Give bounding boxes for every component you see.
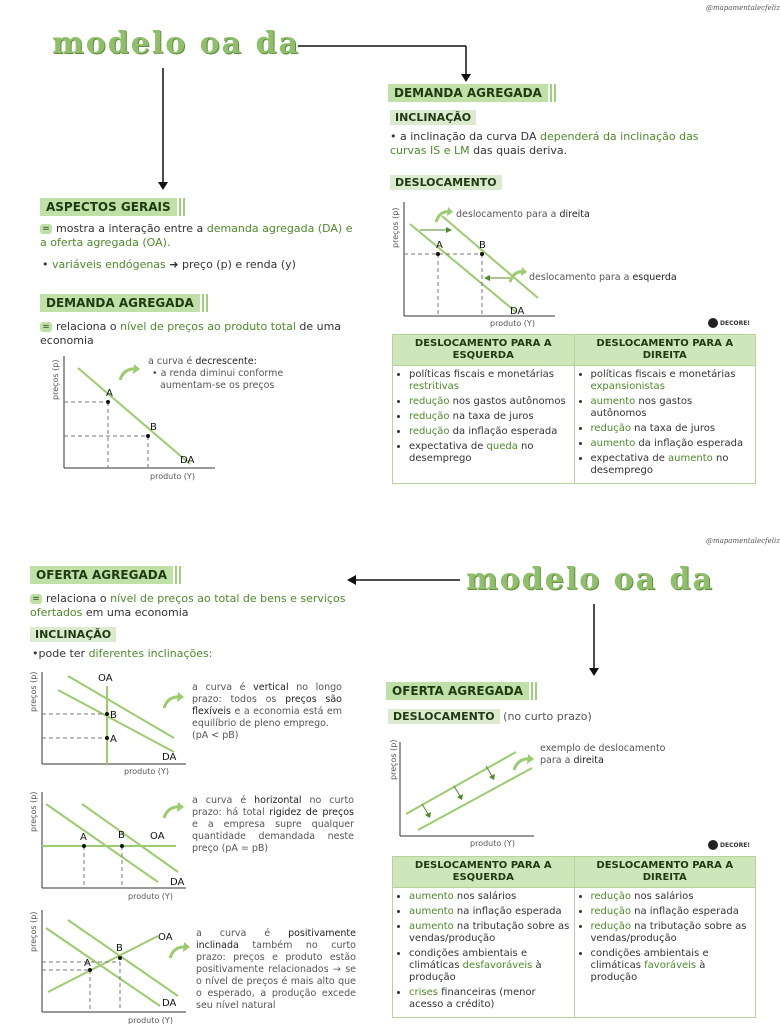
shift-right-note: deslocamento para a direita bbox=[456, 209, 590, 220]
point-b-label: B bbox=[150, 422, 157, 433]
oa-shift-example: exemplo de deslocamento para a direita bbox=[540, 743, 666, 766]
point-a-label: A bbox=[436, 240, 443, 251]
right-list bbox=[579, 891, 752, 984]
y-axis-label: preços (p) bbox=[51, 359, 60, 400]
col-header-right: DESLOCAMENTO PARA A DIREITA bbox=[574, 335, 756, 366]
aspectos-line1: = mostra a interação entre a demanda agregada (DA) e a oferta agregada (OA). bbox=[40, 222, 353, 249]
curved-arrow-icon bbox=[118, 362, 142, 382]
watermark-2: @mapamentalecfeliz bbox=[706, 537, 780, 545]
list-item: • expectativa de queda no desemprego bbox=[409, 441, 570, 465]
section-header-aspectos-gerais: ASPECTOS GERAIS bbox=[40, 198, 177, 216]
list-item: • redução na tributação sobre as vendas/produção bbox=[591, 921, 752, 945]
curve-da-label: DA bbox=[162, 752, 177, 763]
list-item: • aumento na inflação esperada bbox=[409, 906, 570, 918]
curved-arrow-icon bbox=[162, 690, 186, 710]
y-axis-label: preços (p) bbox=[391, 207, 400, 248]
list-item: • redução nos gastos autônomos bbox=[409, 396, 570, 408]
col-header-left: DESLOCAMENTO PARA A ESQUERDA bbox=[393, 335, 575, 366]
right-list bbox=[579, 369, 752, 477]
x-axis-label: produto (Y) bbox=[150, 472, 195, 481]
list-item: • aumento da inflação esperada bbox=[591, 438, 752, 450]
list-item: • aumento nos gastos autônomos bbox=[591, 396, 752, 420]
list-item: • expectativa de aumento no desemprego bbox=[591, 453, 752, 477]
brain-icon bbox=[708, 318, 718, 328]
decore-badge: DECORE! bbox=[708, 318, 750, 328]
flow-arrows bbox=[0, 0, 768, 200]
shift-left-note: deslocamento para a esquerda bbox=[529, 272, 677, 283]
section-header-demanda-agregada: DEMANDA AGREGADA bbox=[388, 84, 548, 102]
x-axis-label: produto (Y) bbox=[124, 767, 169, 776]
list-item: • redução na taxa de juros bbox=[409, 411, 570, 423]
col-header-left: DESLOCAMENTO PARA A ESQUERDA bbox=[393, 857, 575, 888]
point-b-label: B bbox=[116, 943, 123, 954]
list-item: • políticas fiscais e monetárias restritivas bbox=[409, 369, 570, 393]
inclinacao-label: INCLINAÇÃO bbox=[390, 110, 476, 125]
curve-oa-label: OA bbox=[150, 831, 165, 842]
deslocamento-label: DESLOCAMENTO bbox=[390, 175, 502, 190]
x-axis-label: produto (Y) bbox=[490, 319, 535, 328]
point-a-label: A bbox=[106, 388, 113, 399]
deslocamento-heading: DESLOCAMENTO (no curto prazo) bbox=[388, 710, 592, 724]
point-b-label: B bbox=[110, 710, 117, 721]
x-axis-label: produto (Y) bbox=[128, 892, 173, 901]
point-a-label: A bbox=[110, 734, 117, 745]
y-axis-label: preços (p) bbox=[389, 739, 398, 780]
page-title-2: modelo oa da bbox=[466, 562, 714, 597]
oa-positive-chart bbox=[28, 906, 188, 1024]
decore-badge-2: DECORE! bbox=[708, 840, 750, 850]
list-item: • condições ambientais e climáticas favoráveis à produção bbox=[591, 948, 752, 984]
section-header-demanda-agregada-left: DEMANDA AGREGADA bbox=[40, 294, 200, 312]
da-shift-table bbox=[392, 334, 756, 484]
oa-vertical-note: a curva é vertical no longo prazo: todos os preços são flexíveis e a economia está em equilíbrio de pleno emprego. (pA < pB) bbox=[192, 682, 342, 741]
inclinacao-text-2: •pode ter diferentes inclinações: bbox=[32, 647, 213, 660]
oa-shift-table bbox=[392, 856, 756, 1018]
list-item: • redução da inflação esperada bbox=[409, 426, 570, 438]
list-item: • políticas fiscais e monetárias expansionistas bbox=[591, 369, 752, 393]
list-item: • crises financeiras (menor acesso a crédito) bbox=[409, 987, 570, 1011]
curved-arrow-icon bbox=[512, 752, 536, 772]
oa-vertical-chart bbox=[28, 668, 188, 776]
da-curve-note: a curva é decrescente: • a renda diminui conforme aumentam-se os preços bbox=[148, 356, 284, 391]
oa-horizontal-note: a curva é horizontal no curto prazo: há total rigidez de preços e a empresa supre qualquer quantidade demandada neste preço (pA = pB) bbox=[192, 795, 354, 854]
curved-arrow-icon bbox=[434, 206, 454, 224]
curved-arrow-icon bbox=[508, 266, 528, 284]
aspectos-line2: • variáveis endógenas ➜ preço (p) e renda (y) bbox=[42, 258, 296, 271]
list-item: • redução na inflação esperada bbox=[591, 906, 752, 918]
brain-icon bbox=[708, 840, 718, 850]
section-header-oferta-agregada-right: OFERTA AGREGADA bbox=[386, 682, 529, 700]
inclinacao-text: • a inclinação da curva DA dependerá da inclinação das curvas IS e LM das quais deriva. bbox=[390, 130, 699, 157]
list-item: • aumento na tributação sobre as vendas/produção bbox=[409, 921, 570, 945]
x-axis-label: produto (Y) bbox=[128, 1016, 173, 1024]
oa-definition: = relaciona o nível de preços ao total de bens e serviços ofertados em uma economia bbox=[30, 592, 346, 619]
point-a-label: A bbox=[84, 958, 91, 969]
point-b-label: B bbox=[118, 830, 125, 841]
point-a-label: A bbox=[80, 832, 87, 843]
list-item: • redução na taxa de juros bbox=[591, 423, 752, 435]
y-axis-label: preços (p) bbox=[29, 911, 38, 952]
col-header-right: DESLOCAMENTO PARA A DIREITA bbox=[574, 857, 756, 888]
list-item: • redução nos salários bbox=[591, 891, 752, 903]
curved-arrow-icon bbox=[168, 940, 192, 960]
point-b-label: B bbox=[479, 240, 486, 251]
curve-oa-label: OA bbox=[158, 932, 173, 943]
list-item: • aumento nos salários bbox=[409, 891, 570, 903]
curve-oa-label: OA bbox=[98, 673, 113, 684]
page-title: modelo oa da bbox=[52, 26, 300, 61]
curve-da-label: DA bbox=[170, 877, 185, 888]
y-axis-label: preços (p) bbox=[29, 671, 38, 712]
arrow-right-icon: ➜ bbox=[169, 258, 179, 271]
section-header-oferta-agregada: OFERTA AGREGADA bbox=[30, 566, 173, 584]
curve-da-label: DA bbox=[510, 306, 525, 317]
da-definition: = relaciona o nível de preços ao produto total de uma economia bbox=[40, 320, 342, 347]
left-list bbox=[397, 369, 570, 465]
x-axis-label: produto (Y) bbox=[470, 839, 515, 848]
left-list bbox=[397, 891, 570, 1011]
curved-arrow-icon bbox=[162, 800, 186, 820]
curve-da-label: DA bbox=[180, 455, 195, 466]
oa-positive-note: a curva é positivamente inclinada também no curto prazo: preços e produto estão positivamente relacionados → se o nível de preços é mais alto que o esperado, a produção excede seu nível natural bbox=[196, 928, 356, 1011]
y-axis-label: preços (p) bbox=[29, 791, 38, 832]
list-item: • condições ambientais e climáticas desfavoráveis à produção bbox=[409, 948, 570, 984]
watermark: @mapamentalecfeliz bbox=[706, 4, 780, 12]
inclinacao-label-2: INCLINAÇÃO bbox=[30, 627, 116, 642]
curve-da-label: DA bbox=[162, 998, 177, 1009]
